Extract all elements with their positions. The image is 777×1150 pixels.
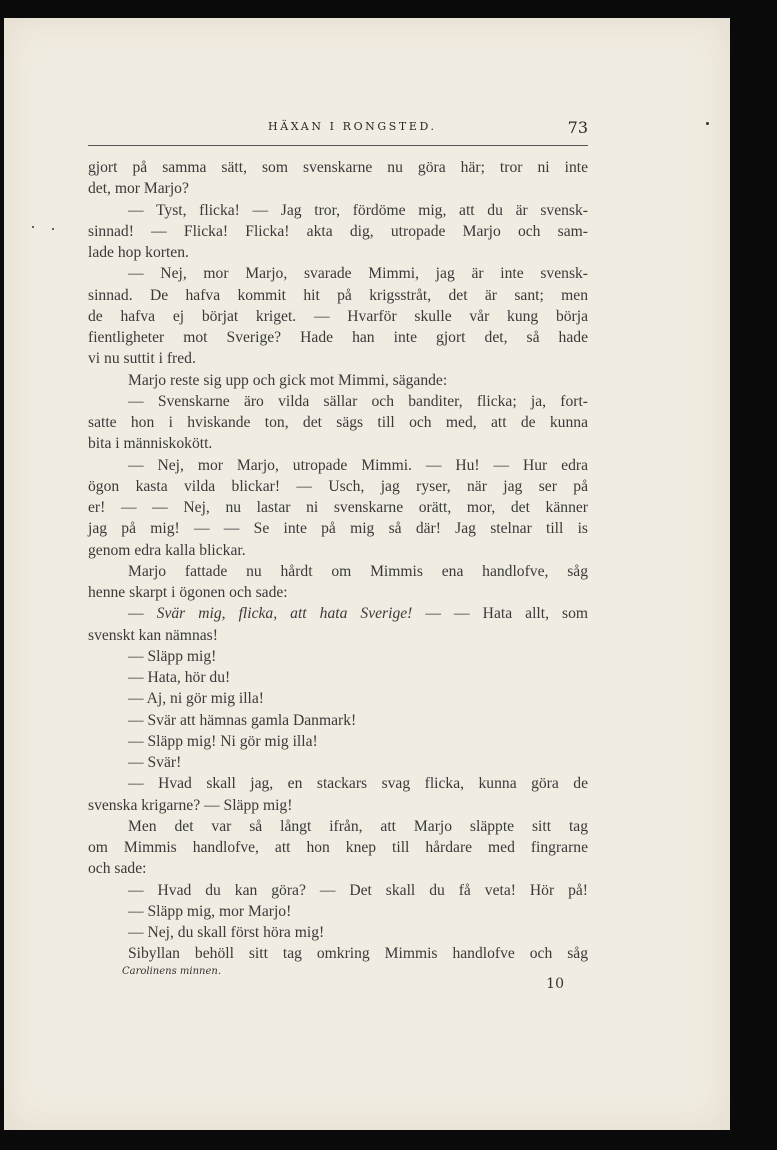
text-line: — Nej, du skall först höra mig! xyxy=(128,924,325,941)
text-line: sinnad! — Flicka! Flicka! akta dig, utropade Marjo och sam- xyxy=(88,222,588,240)
text-line: — Hvad skall jag, en stackars svag flicka, kunna göra de xyxy=(128,775,588,793)
oath-line xyxy=(88,603,588,624)
text-line: — Hata, hör du! xyxy=(128,669,231,686)
text-line: de hafva ej börjat kriget. — Hvarför skulle vår kung börja xyxy=(88,307,588,325)
page-footer xyxy=(122,966,588,996)
text-line: sinnad. De hafva kommit hit på krigsstråt, det är sant; men xyxy=(88,286,588,304)
header-rule xyxy=(88,145,588,146)
text-line: genom edra kalla blickar. xyxy=(88,541,246,559)
text-line: ögon kasta vilda blickar! — Usch, jag ryser, när jag ser på xyxy=(88,477,588,495)
text-line: vi nu suttit i fred. xyxy=(88,350,196,368)
text-line: satte hon i hviskande ton, det sägs till och med, att de kunna xyxy=(88,414,588,431)
text-line: Marjo fattade nu hårdt om Mimmis ena handlofve, såg xyxy=(128,562,588,580)
text-line: — Svär! xyxy=(128,754,182,771)
text-line: — Svenskarne äro vilda sällar och banditer, flicka; ja, fort- xyxy=(128,392,588,410)
speck-mark xyxy=(32,226,34,228)
text-line: er! — — Nej, nu lastar ni svenskarne orätt, mor, det känner xyxy=(88,499,588,516)
text-line: — Hvad du kan göra? — Det skall du få veta! Hör på! xyxy=(128,881,588,899)
text-line: — Aj, ni gör mig illa! xyxy=(128,690,265,708)
text-line: — Tyst, flicka! — Jag tror, fördöme mig, att du är svensk- xyxy=(128,201,588,219)
text-line: henne skarpt i ögonen och sade: xyxy=(88,584,288,601)
speck-mark xyxy=(706,122,709,125)
page-header xyxy=(268,120,588,142)
oath-continuation: — — Hata allt, som xyxy=(425,605,589,623)
signature-number: 10 xyxy=(546,976,564,992)
text-line: bita i människokött. xyxy=(88,435,213,453)
text-line: — Släpp mig! xyxy=(128,647,217,665)
speck-mark xyxy=(52,228,54,230)
text-line: — Släpp mig, mor Marjo! xyxy=(128,902,292,920)
text-line: gjort på samma sätt, som svenskarne nu göra här; tror ni inte xyxy=(88,159,588,176)
text-line: Sibyllan behöll sitt tag omkring Mimmis handlofve och såg xyxy=(128,945,588,963)
text-line: — Nej, mor Marjo, utropade Mimmi. — Hu! — Hur edra xyxy=(128,456,588,474)
body-text xyxy=(88,157,588,965)
text-line: — Nej, mor Marjo, svarade Mimmi, jag är inte svensk- xyxy=(128,265,588,283)
text-line: jag på mig! — — Se inte på mig så där! Jag stelnar till is xyxy=(88,520,588,538)
text-line: det, mor Marjo? xyxy=(88,180,189,198)
text-line: Marjo reste sig upp och gick mot Mimmi, sägande: xyxy=(128,371,448,389)
italic-oath: Svär mig, flicka, att hata Sverige! xyxy=(156,605,413,623)
dash: — xyxy=(128,605,144,623)
text-line: lade hop korten. xyxy=(88,244,189,261)
text-line: om Mimmis handlofve, att hon knep till hårdare med fingrarne xyxy=(88,839,588,856)
text-line: — Släpp mig! Ni gör mig illa! xyxy=(128,732,318,750)
signature-mark: Carolinens minnen. xyxy=(122,966,222,977)
text-line: fientligheter mot Sverige? Hade han inte gjort det, så hade xyxy=(88,329,588,346)
text-line: — Svär att hämnas gamla Danmark! xyxy=(128,711,357,729)
text-line: och sade: xyxy=(88,860,147,878)
text-line: svenska krigarne? — Släpp mig! xyxy=(88,796,293,814)
page-number: 73 xyxy=(567,118,588,137)
text-line: Men det var så långt ifrån, att Marjo släppte sitt tag xyxy=(128,817,588,835)
text-line: svenskt kan nämnas! xyxy=(88,626,218,644)
running-head: HÄXAN I RONGSTED. xyxy=(268,120,437,133)
